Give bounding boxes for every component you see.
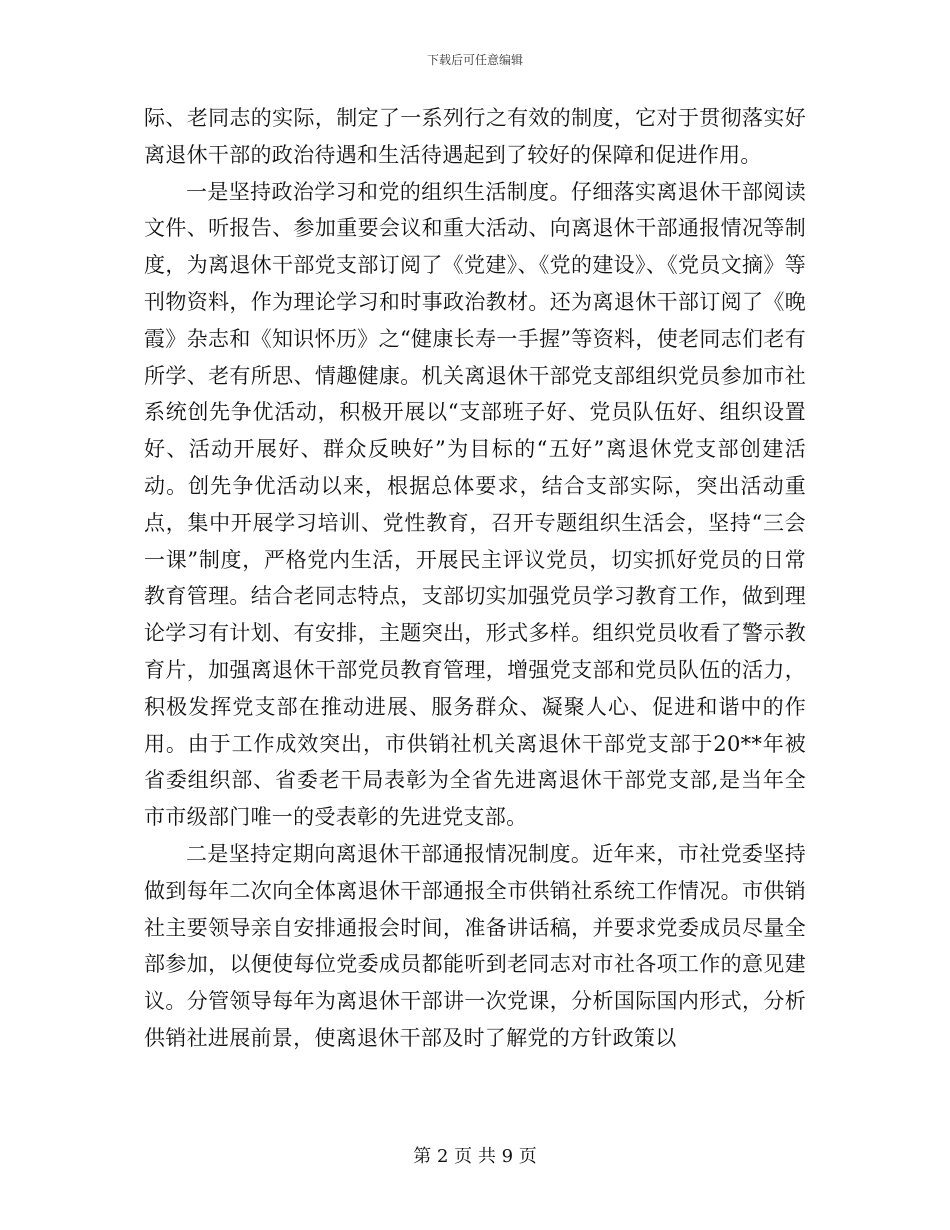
- paragraph-political-study: 一是坚持政治学习和党的组织生活制度。仔细落实离退休干部阅读文件、听报告、参加重要会议和重大活动、向离退休干部通报情况等制度，为离退休干部党支部订阅了《党建》、《党的建设》、《党员文摘》等刊物资料，作为理论学习和时事政治教材。还为离退休干部订阅了《晚霞》杂志和《知识怀历》之“健康长寿一手握”等资料，使老同志们老有所学、老有所思、情趣健康。机关离退休干部党支部组织党员参加市社系统创先争优活动，积极开展以“支部班子好、党员队伍好、组织设置好、活动开展好、群众反映好”为目标的“五好”离退休党支部创建活动。创先争优活动以来，根据总体要求，结合支部实际，突出活动重点，集中开展学习培训、党性教育，召开专题组织生活会，坚持“三会一课”制度，严格党内生活，开展民主评议党员，切实抓好党员的日常教育管理。结合老同志特点，支部切实加强党员学习教育工作，做到理论学习有计划、有安排，主题突出，形式多样。组织党员收看了警示教育片，加强离退休干部党员教育管理，增强党支部和党员队伍的活力，积极发挥党支部在推动进展、服务群众、凝聚人心、促进和谐中的作用。由于工作成效突出，市供销社机关离退休干部党支部于20**年被省委组织部、省委老干局表彰为全省先进离退休干部党支部,是当年全市市级部门唯一的受表彰的先进党支部。: [144, 179, 806, 830]
- paragraph-continuation: 际、老同志的实际，制定了一系列行之有效的制度，它对于贯彻落实好离退休干部的政治待遇和生活待遇起到了较好的保障和促进作用。: [144, 106, 806, 167]
- page-header: 下载后可任意编辑: [426, 53, 523, 67]
- paragraph-briefing-system: 二是坚持定期向离退休干部通报情况制度。近年来，市社党委坚持做到每年二次向全体离退休干部通报全市供销社系统工作情况。市供销社主要领导亲自安排通报会时间，准备讲话稿，并要求党委成员尽量全部参加，以便使每位党委成员都能听到老同志对市社各项工作的意见建议。分管领导每年为离退休干部讲一次党课，分析国际国内形式，分析供销社进展前景，使离退休干部及时了解党的方针政策以: [144, 841, 806, 1050]
- document-body: [144, 100, 806, 1057]
- page-number: 第 2 页 共 9 页: [413, 1146, 537, 1167]
